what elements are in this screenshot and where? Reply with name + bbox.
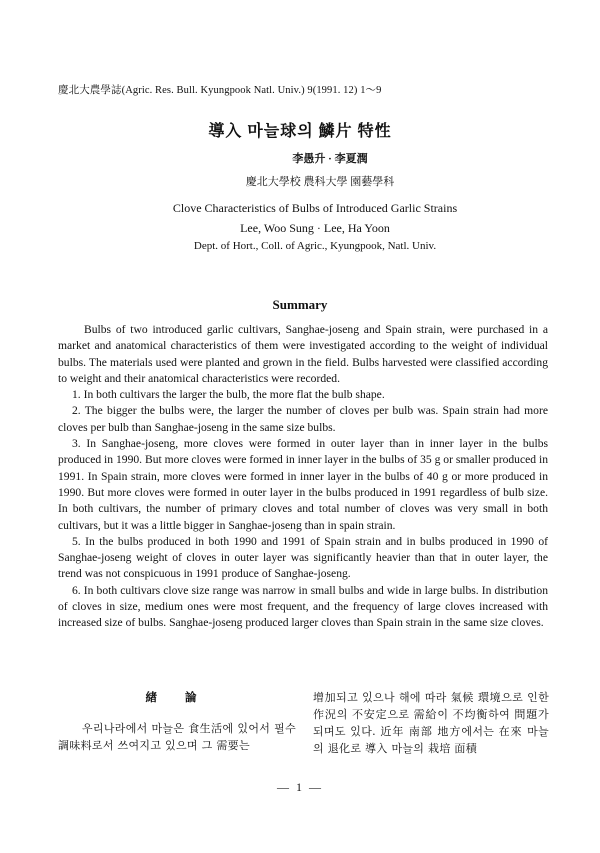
paper-title-english: Clove Characteristics of Bulbs of Introduced Garlic Strains	[172, 201, 458, 215]
summary-heading: Summary	[272, 297, 328, 312]
summary-paragraph: 1. In both cultivars the larger the bulb, the more flat the bulb shape.	[72, 388, 385, 402]
introduction-right-column	[313, 689, 549, 757]
affiliation-korean: 慶北大學校 農科大學 園藝學科	[245, 176, 395, 188]
page-number: — 1 —	[277, 780, 323, 794]
paper-title-korean: 導入 마늘球의 鱗片 特性	[208, 123, 392, 140]
introduction-left-column	[58, 689, 296, 754]
summary-paragraph: 3. In Sanghae-joseng, more cloves were formed in outer layer than in inner layer in the bulbs produced in 1990. But more cloves were formed in inner layer in the bulbs of 35 g or smaller produced in 1991. In Spain strain, more cloves were formed in inner layer in the bulbs of 40 g or more produced in 1990. But more cloves were formed in outer layer in the bulbs produced in 1991 regardless of bulb size. In both cultivars, the number of primary cloves and total number of cloves was very small in both cultivars, but it was a little bigger in Sanghae-joseng than in spain strain.	[58, 437, 548, 532]
summary-paragraph: 5. In the bulbs produced in both 1990 and 1991 of Spain strain and in bulbs produced in 1990 of Sanghae-joseng weight of cloves in outer layer was significantly heavier than that in outer layer, the trend was not conspicuous in 1991 produce of Sanghae-joseng.	[58, 534, 548, 581]
summary-body	[58, 322, 548, 632]
affiliation-english: Dept. of Hort., Coll. of Agric., Kyungpook, Natl. Univ.	[193, 240, 437, 252]
summary-paragraph: Bulbs of two introduced garlic cultivars, Sanghae-joseng and Spain strain, were purchased in a market and anatomical characteristics of them were investigated according to the weight of individual bulbs. The materials used were planted and grown in the field. Bulbs harvested were classified according to weight and their anatomical characteristics were recorded.	[58, 323, 548, 385]
introduction-heading: 緖 論	[145, 690, 209, 704]
summary-paragraph: 2. The bigger the bulbs were, the larger the number of cloves per bulb was. Spain strain had more cloves per bulb than Sanghae-joseng in the same size bulbs.	[58, 404, 548, 434]
introduction-right-text: 增加되고 있으나 해에 따라 氣候 環境으로 인한 作況의 不安定으로 需給이 不均衡하여 問題가 되며도 있다. 近年 南部 地方에서는 在來 마늘의 退化로 導入 마늘의 栽培 面積	[313, 691, 549, 755]
journal-citation-header: 慶北大農學誌(Agric. Res. Bull. Kyungpook Natl. Univ.) 9(1991. 12) 1～9	[58, 85, 382, 96]
authors-korean: 李愚升 · 李夏潤	[292, 153, 368, 165]
authors-english: Lee, Woo Sung · Lee, Ha Yoon	[240, 221, 390, 235]
summary-paragraph: 6. In both cultivars clove size range was narrow in small bulbs and wide in large bulbs. In distribution of cloves in size, medium ones were most frequent, and the frequency of large cloves increased with increased size of bulbs. Sanghae-joseng produced larger cloves than Spain strain in the same size cloves.	[58, 583, 548, 630]
introduction-left-text: 우리나라에서 마늘은 食生活에 있어서 필수 調味料로서 쓰여지고 있으며 그 需要는	[58, 722, 296, 752]
